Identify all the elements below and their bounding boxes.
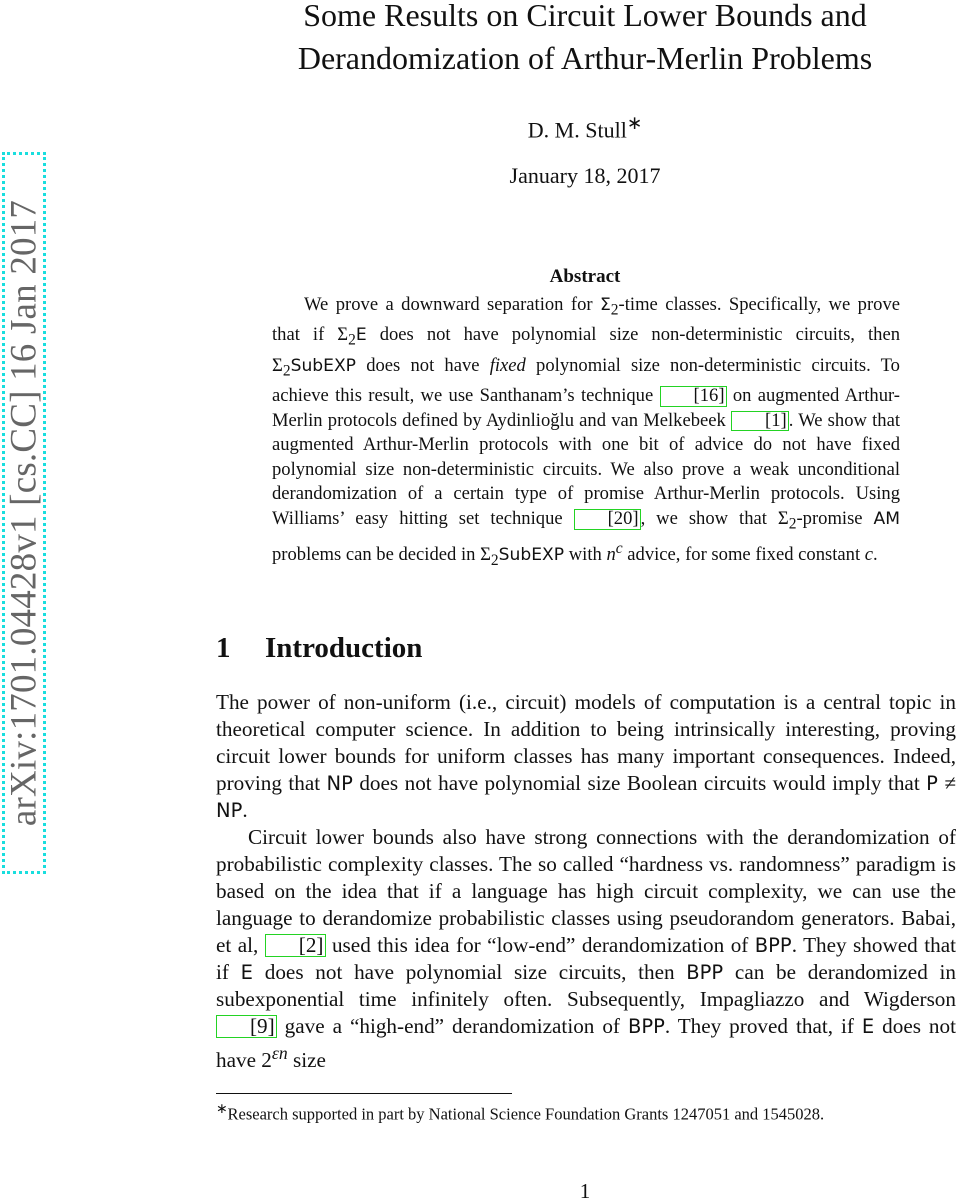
author-line (215, 113, 955, 143)
subscript: 2 (788, 515, 797, 533)
subscript: 2 (490, 552, 499, 570)
section-title: Introduction (265, 632, 423, 664)
abstract-text: . (873, 544, 878, 566)
title-line-2: Derandomization of Arthur-Merlin Problems (297, 40, 873, 76)
complexity-class: E (861, 1015, 875, 1038)
section-number: 1 (216, 632, 231, 664)
complexity-class: BPP (627, 1015, 665, 1038)
sigma-symbol: Σ (480, 544, 491, 566)
sigma-symbol: Σ (337, 324, 349, 346)
superscript: εn (271, 1043, 288, 1063)
arxiv-identifier-stamp (2, 152, 46, 874)
body-text: Circuit lower bounds also have strong connections with the derandomization of probabilistic complexity classes. The so called “hardness vs. randomness” paradigm is based on the idea that if a language has high circuit complexity, we can use the language to derandomize probabilistic classes using pseudorandom generators. Babai, et al, (216, 825, 956, 957)
abstract-text: polynomial size non-deterministic circuits. To achieve this result, we use Santhanam’s technique (272, 354, 900, 406)
arxiv-identifier-text: arXiv:1701.04428v1 [cs.CC] 16 Jan 2017 (3, 199, 45, 827)
introduction-body (216, 689, 956, 1074)
citation-link-9[interactable]: [9] (216, 1015, 277, 1038)
body-text: The power of non-uniform (i.e., circuit) models of computation is a central topic in theoretical computer science. In addition to being intrinsically interesting, proving circuit lower bounds for uniform classes has many important consequences. Indeed, proving that (216, 690, 956, 795)
subscript: 2 (282, 362, 291, 380)
math-variable: c (864, 544, 874, 566)
paper-title (215, 0, 955, 80)
complexity-class: SubEXP (498, 545, 565, 566)
body-text: does not have (216, 1014, 956, 1073)
complexity-class: E (240, 961, 253, 984)
footnote-rule (216, 1093, 512, 1094)
math-base: 2 (261, 1048, 272, 1073)
complexity-class: SubEXP (290, 355, 356, 376)
author-footnote-mark: ∗ (626, 113, 643, 133)
sigma-symbol: Σ (272, 354, 283, 376)
complexity-class: E (355, 325, 367, 346)
author-name: D. M. Stull (527, 117, 627, 143)
paragraph-2 (216, 824, 956, 1074)
body-text: size (287, 1048, 326, 1073)
abstract-text: does not have polynomial size non-deterministic circuits, then (366, 324, 900, 346)
abstract-text: on augmented Arthur-Merlin protocols defined by Aydinlioğlu and van Melkebeek (272, 384, 900, 431)
date: January 18, 2017 (509, 163, 661, 188)
complexity-class: BPP (754, 934, 792, 957)
subscript: 2 (610, 301, 619, 319)
abstract-text: does not have (356, 354, 490, 376)
subscript: 2 (348, 332, 356, 350)
citation-link-1[interactable]: [1] (731, 411, 789, 432)
complexity-class: P (926, 772, 938, 795)
body-text: does not have polynomial size circuits, then (253, 960, 687, 984)
body-text: . They showed that if (216, 933, 956, 984)
body-text: used this idea for “low-end” derandomization of (325, 933, 755, 957)
body-text: does not have polynomial size Boolean circuits would imply that (352, 771, 927, 795)
superscript: c (615, 540, 623, 558)
math-operator: ≠ (937, 771, 956, 795)
abstract-text: with (564, 544, 607, 566)
footnote-mark: ∗ (216, 1101, 228, 1116)
complexity-class: AM (873, 508, 900, 529)
abstract-text: problems can be decided in (272, 544, 481, 566)
emphasis: fixed (489, 354, 526, 376)
abstract-text: -time classes. Specifically, we prove that if (272, 294, 900, 346)
sigma-symbol: Σ (777, 507, 789, 529)
complexity-class: NP (326, 772, 353, 795)
citation-link-16[interactable]: [16] (660, 386, 727, 407)
abstract-text: . We show that augmented Arthur-Merlin protocols with one bit of advice do not have fixed polynomial size non-deterministic circuits. We also prove a weak unconditional derandomization of a certain type of promise Arthur-Merlin protocols. Using Williams’ easy hitting set technique (272, 409, 900, 529)
math-variable: n (606, 544, 616, 566)
complexity-class: BPP (686, 961, 724, 984)
complexity-class: NP (216, 799, 243, 822)
title-line-1: Some Results on Circuit Lower Bounds and (303, 0, 867, 33)
body-text: gave a “high-end” derandomization of (276, 1014, 628, 1038)
abstract-text: , we show that (640, 507, 778, 529)
body-text: . (242, 798, 248, 822)
abstract-text: -promise (796, 507, 874, 529)
footnote-text: Research supported in part by National Science Foundation Grants 1247051 and 1545028. (227, 1104, 825, 1124)
body-text: . They proved that, if (664, 1014, 862, 1038)
paragraph-1 (216, 689, 956, 824)
page-number: 1 (579, 1179, 591, 1203)
abstract-heading: Abstract (549, 266, 621, 287)
footnote (216, 1097, 956, 1127)
abstract-text: advice, for some fixed constant (622, 544, 865, 566)
citation-link-2[interactable]: [2] (265, 934, 326, 957)
body-text: can be derandomized in subexponential time infinitely often. Subsequently, Impagliazzo and Wigderson (216, 960, 956, 1011)
abstract-body (272, 293, 900, 574)
citation-link-20[interactable]: [20] (574, 509, 641, 530)
sigma-symbol: Σ (599, 295, 611, 315)
section-heading (216, 632, 422, 665)
abstract-text: We prove a downward separation for (304, 294, 600, 315)
